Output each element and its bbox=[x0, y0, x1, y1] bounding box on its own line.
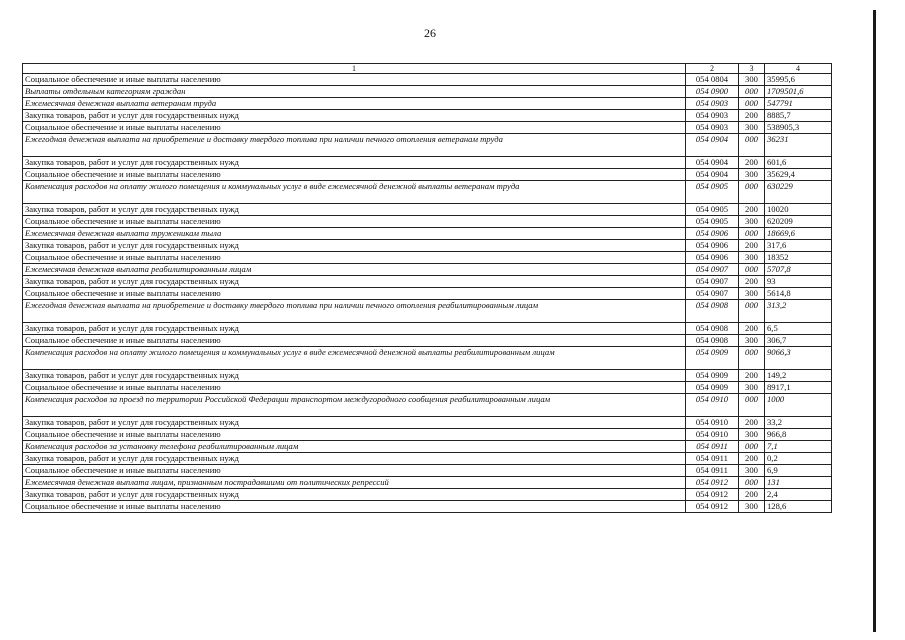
table-row bbox=[23, 122, 832, 134]
row-expense-type: 300 bbox=[739, 382, 765, 394]
row-expense-type: 200 bbox=[739, 417, 765, 429]
row-description: Социальное обеспечение и иные выплаты населению bbox=[23, 252, 686, 264]
row-code: 054 0912 bbox=[686, 489, 739, 501]
row-code: 054 0909 bbox=[686, 382, 739, 394]
row-code: 054 0908 bbox=[686, 335, 739, 347]
row-description: Социальное обеспечение и иные выплаты населению bbox=[23, 74, 686, 86]
row-code: 054 0908 bbox=[686, 300, 739, 323]
row-expense-type: 000 bbox=[739, 86, 765, 98]
row-amount: 8917,1 bbox=[765, 382, 832, 394]
row-code: 054 0905 bbox=[686, 216, 739, 228]
row-amount: 1709501,6 bbox=[765, 86, 832, 98]
table-row bbox=[23, 181, 832, 204]
row-expense-type: 000 bbox=[739, 228, 765, 240]
row-amount: 10020 bbox=[765, 204, 832, 216]
row-amount: 0,2 bbox=[765, 453, 832, 465]
table-row bbox=[23, 477, 832, 489]
row-amount: 620209 bbox=[765, 216, 832, 228]
row-code: 054 0903 bbox=[686, 110, 739, 122]
table-row bbox=[23, 157, 832, 169]
row-description: Ежегодная денежная выплата на приобретение и доставку твердого топлива при наличии печного отопления ветеранам труда bbox=[23, 134, 686, 157]
row-expense-type: 300 bbox=[739, 252, 765, 264]
table-row bbox=[23, 335, 832, 347]
row-amount: 5707,8 bbox=[765, 264, 832, 276]
row-code: 054 0904 bbox=[686, 134, 739, 157]
row-code: 054 0804 bbox=[686, 74, 739, 86]
row-code: 054 0908 bbox=[686, 323, 739, 335]
row-description: Социальное обеспечение и иные выплаты населению bbox=[23, 465, 686, 477]
row-expense-type: 300 bbox=[739, 465, 765, 477]
table-row bbox=[23, 98, 832, 110]
row-code: 054 0910 bbox=[686, 417, 739, 429]
table-row bbox=[23, 74, 832, 86]
row-code: 054 0904 bbox=[686, 157, 739, 169]
table-row bbox=[23, 228, 832, 240]
row-amount: 93 bbox=[765, 276, 832, 288]
row-code: 054 0903 bbox=[686, 122, 739, 134]
row-expense-type: 200 bbox=[739, 323, 765, 335]
table-row bbox=[23, 370, 832, 382]
row-description: Социальное обеспечение и иные выплаты населению bbox=[23, 429, 686, 441]
row-code: 054 0904 bbox=[686, 169, 739, 181]
row-expense-type: 200 bbox=[739, 489, 765, 501]
row-expense-type: 000 bbox=[739, 264, 765, 276]
row-amount: 8885,7 bbox=[765, 110, 832, 122]
row-code: 054 0905 bbox=[686, 181, 739, 204]
row-amount: 36231 bbox=[765, 134, 832, 157]
table-row bbox=[23, 300, 832, 323]
row-expense-type: 200 bbox=[739, 453, 765, 465]
row-code: 054 0911 bbox=[686, 465, 739, 477]
row-code: 054 0906 bbox=[686, 240, 739, 252]
row-amount: 18352 bbox=[765, 252, 832, 264]
column-header: 4 bbox=[765, 64, 832, 74]
table-row bbox=[23, 169, 832, 181]
row-amount: 313,2 bbox=[765, 300, 832, 323]
row-amount: 131 bbox=[765, 477, 832, 489]
table-row bbox=[23, 216, 832, 228]
row-code: 054 0909 bbox=[686, 347, 739, 370]
row-amount: 317,6 bbox=[765, 240, 832, 252]
budget-table bbox=[22, 63, 832, 513]
row-expense-type: 000 bbox=[739, 347, 765, 370]
row-code: 054 0912 bbox=[686, 477, 739, 489]
row-expense-type: 200 bbox=[739, 110, 765, 122]
table-row bbox=[23, 204, 832, 216]
row-code: 054 0909 bbox=[686, 370, 739, 382]
page-number: 26 bbox=[424, 26, 436, 40]
table-row bbox=[23, 489, 832, 501]
table-row bbox=[23, 323, 832, 335]
row-description: Социальное обеспечение и иные выплаты населению bbox=[23, 122, 686, 134]
row-expense-type: 000 bbox=[739, 441, 765, 453]
row-amount: 7,1 bbox=[765, 441, 832, 453]
row-expense-type: 300 bbox=[739, 501, 765, 513]
row-expense-type: 300 bbox=[739, 122, 765, 134]
row-amount: 538905,3 bbox=[765, 122, 832, 134]
row-description: Закупка товаров, работ и услуг для государственных нужд bbox=[23, 110, 686, 122]
row-expense-type: 000 bbox=[739, 181, 765, 204]
table-row bbox=[23, 288, 832, 300]
row-amount: 2,4 bbox=[765, 489, 832, 501]
row-description: Социальное обеспечение и иные выплаты населению bbox=[23, 169, 686, 181]
row-expense-type: 300 bbox=[739, 429, 765, 441]
table-row bbox=[23, 240, 832, 252]
table-row bbox=[23, 264, 832, 276]
row-code: 054 0905 bbox=[686, 204, 739, 216]
row-amount: 601,6 bbox=[765, 157, 832, 169]
table-header-row bbox=[23, 64, 832, 74]
row-code: 054 0907 bbox=[686, 276, 739, 288]
row-amount: 33,2 bbox=[765, 417, 832, 429]
row-description: Закупка товаров, работ и услуг для государственных нужд bbox=[23, 370, 686, 382]
row-description: Закупка товаров, работ и услуг для государственных нужд bbox=[23, 453, 686, 465]
row-description: Компенсация расходов на оплату жилого помещения и коммунальных услуг в виде ежемесячной денежной выплаты ветеранам труда bbox=[23, 181, 686, 204]
row-description: Закупка товаров, работ и услуг для государственных нужд bbox=[23, 157, 686, 169]
row-amount: 6,5 bbox=[765, 323, 832, 335]
row-description: Компенсация расходов на оплату жилого помещения и коммунальных услуг в виде ежемесячной денежной выплаты реабилитированным лицам bbox=[23, 347, 686, 370]
row-description: Закупка товаров, работ и услуг для государственных нужд bbox=[23, 240, 686, 252]
table-row bbox=[23, 417, 832, 429]
row-code: 054 0910 bbox=[686, 394, 739, 417]
row-code: 054 0912 bbox=[686, 501, 739, 513]
row-expense-type: 300 bbox=[739, 74, 765, 86]
row-expense-type: 300 bbox=[739, 169, 765, 181]
row-expense-type: 300 bbox=[739, 288, 765, 300]
row-description: Ежемесячная денежная выплата ветеранам труда bbox=[23, 98, 686, 110]
row-expense-type: 000 bbox=[739, 394, 765, 417]
row-amount: 149,2 bbox=[765, 370, 832, 382]
table-row bbox=[23, 110, 832, 122]
margin-rule bbox=[873, 10, 876, 632]
row-description: Ежемесячная денежная выплата труженикам тыла bbox=[23, 228, 686, 240]
row-description: Социальное обеспечение и иные выплаты населению bbox=[23, 216, 686, 228]
row-expense-type: 000 bbox=[739, 300, 765, 323]
row-amount: 35995,6 bbox=[765, 74, 832, 86]
row-code: 054 0906 bbox=[686, 228, 739, 240]
row-description: Социальное обеспечение и иные выплаты населению bbox=[23, 335, 686, 347]
row-description: Компенсация расходов за установку телефона реабилитированным лицам bbox=[23, 441, 686, 453]
row-expense-type: 200 bbox=[739, 157, 765, 169]
row-amount: 128,6 bbox=[765, 501, 832, 513]
table-row bbox=[23, 429, 832, 441]
row-code: 054 0911 bbox=[686, 453, 739, 465]
row-amount: 547791 bbox=[765, 98, 832, 110]
row-description: Выплаты отдельным категориям граждан bbox=[23, 86, 686, 98]
row-description: Ежемесячная денежная выплата реабилитированным лицам bbox=[23, 264, 686, 276]
row-description: Закупка товаров, работ и услуг для государственных нужд bbox=[23, 204, 686, 216]
row-expense-type: 000 bbox=[739, 134, 765, 157]
row-amount: 1000 bbox=[765, 394, 832, 417]
row-code: 054 0911 bbox=[686, 441, 739, 453]
row-description: Социальное обеспечение и иные выплаты населению bbox=[23, 382, 686, 394]
table-row bbox=[23, 453, 832, 465]
row-expense-type: 200 bbox=[739, 240, 765, 252]
table-row bbox=[23, 441, 832, 453]
row-expense-type: 300 bbox=[739, 335, 765, 347]
row-amount: 306,7 bbox=[765, 335, 832, 347]
row-expense-type: 200 bbox=[739, 204, 765, 216]
row-description: Закупка товаров, работ и услуг для государственных нужд bbox=[23, 323, 686, 335]
row-description: Социальное обеспечение и иные выплаты населению bbox=[23, 288, 686, 300]
row-expense-type: 200 bbox=[739, 370, 765, 382]
row-amount: 18669,6 bbox=[765, 228, 832, 240]
row-description: Закупка товаров, работ и услуг для государственных нужд bbox=[23, 417, 686, 429]
table-row bbox=[23, 134, 832, 157]
table-row bbox=[23, 501, 832, 513]
table-row bbox=[23, 347, 832, 370]
row-code: 054 0900 bbox=[686, 86, 739, 98]
row-code: 054 0907 bbox=[686, 264, 739, 276]
table-row bbox=[23, 276, 832, 288]
row-amount: 5614,8 bbox=[765, 288, 832, 300]
row-expense-type: 200 bbox=[739, 276, 765, 288]
column-header: 3 bbox=[739, 64, 765, 74]
row-code: 054 0903 bbox=[686, 98, 739, 110]
column-header: 1 bbox=[23, 64, 686, 74]
row-description: Закупка товаров, работ и услуг для государственных нужд bbox=[23, 276, 686, 288]
table-row bbox=[23, 382, 832, 394]
row-description: Ежегодная денежная выплата на приобретение и доставку твердого топлива при наличии печного отопления реабилитированным лицам bbox=[23, 300, 686, 323]
row-description: Социальное обеспечение и иные выплаты населению bbox=[23, 501, 686, 513]
row-expense-type: 300 bbox=[739, 216, 765, 228]
row-amount: 966,8 bbox=[765, 429, 832, 441]
row-amount: 9066,3 bbox=[765, 347, 832, 370]
row-amount: 630229 bbox=[765, 181, 832, 204]
table-row bbox=[23, 465, 832, 477]
table-row bbox=[23, 86, 832, 98]
row-code: 054 0910 bbox=[686, 429, 739, 441]
table-row bbox=[23, 394, 832, 417]
row-amount: 35629,4 bbox=[765, 169, 832, 181]
row-description: Компенсация расходов за проезд по территории Российской Федерации транспортом междугородного сообщения реабилитированным лицам bbox=[23, 394, 686, 417]
row-amount: 6,9 bbox=[765, 465, 832, 477]
row-description: Закупка товаров, работ и услуг для государственных нужд bbox=[23, 489, 686, 501]
table-row bbox=[23, 252, 832, 264]
row-code: 054 0907 bbox=[686, 288, 739, 300]
row-expense-type: 000 bbox=[739, 98, 765, 110]
row-description: Ежемесячная денежная выплата лицам, признанным пострадавшими от политических репрессий bbox=[23, 477, 686, 489]
column-header: 2 bbox=[686, 64, 739, 74]
row-code: 054 0906 bbox=[686, 252, 739, 264]
row-expense-type: 000 bbox=[739, 477, 765, 489]
